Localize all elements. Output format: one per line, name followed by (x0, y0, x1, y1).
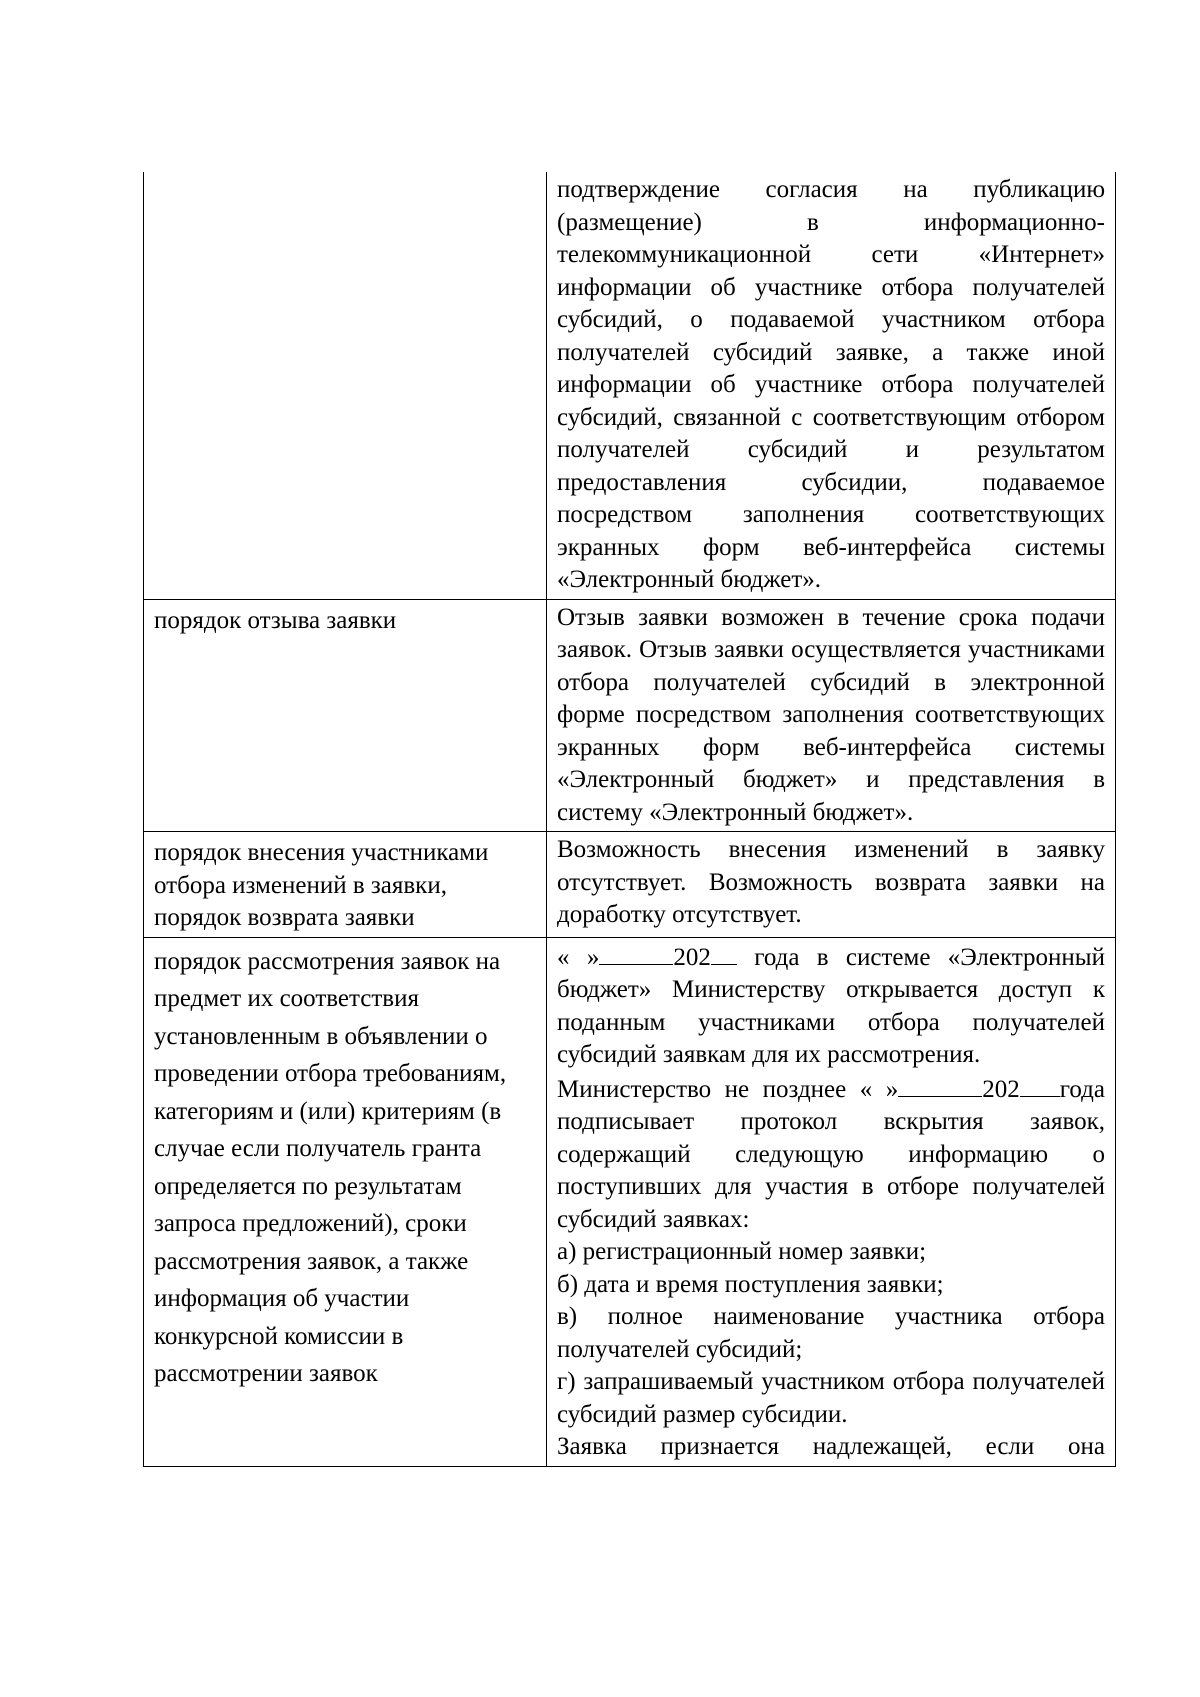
table-cell-content (547, 599, 1116, 832)
paragraph: Заявка признается надлежащей, если она (557, 1433, 1105, 1460)
table-cell-content (547, 937, 1116, 1466)
list-item: а) регистрационный номер заявки; (557, 1238, 927, 1265)
list-item: б) дата и время поступления заявки; (557, 1270, 944, 1298)
table-cell-label: порядок внесения участниками отбора изменений в заявки, порядок возврата заявки (144, 832, 547, 938)
blank-line (711, 940, 737, 965)
table-cell-label: порядок рассмотрения заявок на предмет их соответствия установленным в объявлении о проведении отбора требованиям, категориям и (или) критериям (в случае если получатель гранта определяется по результатам запроса предложений), сроки рассмотрения заявок, а также информация об участии конкурсной комиссии в рассмотрении заявок (144, 937, 547, 1466)
blank-line (898, 1072, 982, 1097)
list-item: в) полное наименование участника отбора получателей субсидий; (557, 1303, 1105, 1363)
paragraph (557, 1072, 1105, 1237)
blank-line (1020, 1072, 1060, 1097)
table-row (144, 937, 1116, 1466)
paragraph-text: года подписывает протокол вскрытия заявок, содержащий следующую информацию о поступивших для участия в отборе получателей субсидий заявках: (557, 1075, 1105, 1233)
year-prefix: 202 (982, 1075, 1020, 1103)
date-quote: « » (557, 943, 600, 971)
paragraph: Возможность внесения изменений в заявку отсутствует. Возможность возврата заявки на доработку отсутствует. (557, 836, 1105, 928)
date-quote: Министерство не позднее « » (557, 1075, 899, 1103)
requirements-table (143, 172, 1116, 1467)
paragraph-text: года в системе «Электронный бюджет» Министерству открывается доступ к поданным участниками отбора получателей субсидий заявкам для их рассмотрения. (557, 943, 1105, 1068)
table-row (144, 172, 1116, 599)
blank-line (599, 940, 673, 965)
table-row (144, 599, 1116, 832)
paragraph (557, 940, 1105, 1072)
table-cell-content (547, 172, 1116, 599)
paragraph: подтверждение согласия на публикацию (размещение) в информационно-телекоммуникационной сети «Интернет» информации об участнике отбора получателей субсидий, о подаваемой участником отбора получателей субсидий заявке, а также иной информации об участнике отбора получателей субсидий, связанной с соответствующим отбором получателей субсидий и результатом предоставления субсидии, подаваемое посредством заполнения соответствующих экранных форм веб-интерфейса системы «Электронный бюджет». (557, 176, 1105, 593)
table-cell-content (547, 832, 1116, 938)
table-cell-label: порядок отзыва заявки (144, 599, 547, 832)
table-row (144, 832, 1116, 938)
table-cell-label (144, 172, 547, 599)
list-item: г) запрашиваемый участником отбора получателей субсидий размер субсидии. (557, 1368, 1105, 1428)
paragraph: Отзыв заявки возможен в течение срока подачи заявок. Отзыв заявки осуществляется участниками отбора получателей субсидий в электронной форме посредством заполнения соответствующих экранных форм веб-интерфейса системы «Электронный бюджет» и представления в систему «Электронный бюджет». (557, 603, 1105, 826)
year-prefix: 202 (673, 943, 711, 971)
